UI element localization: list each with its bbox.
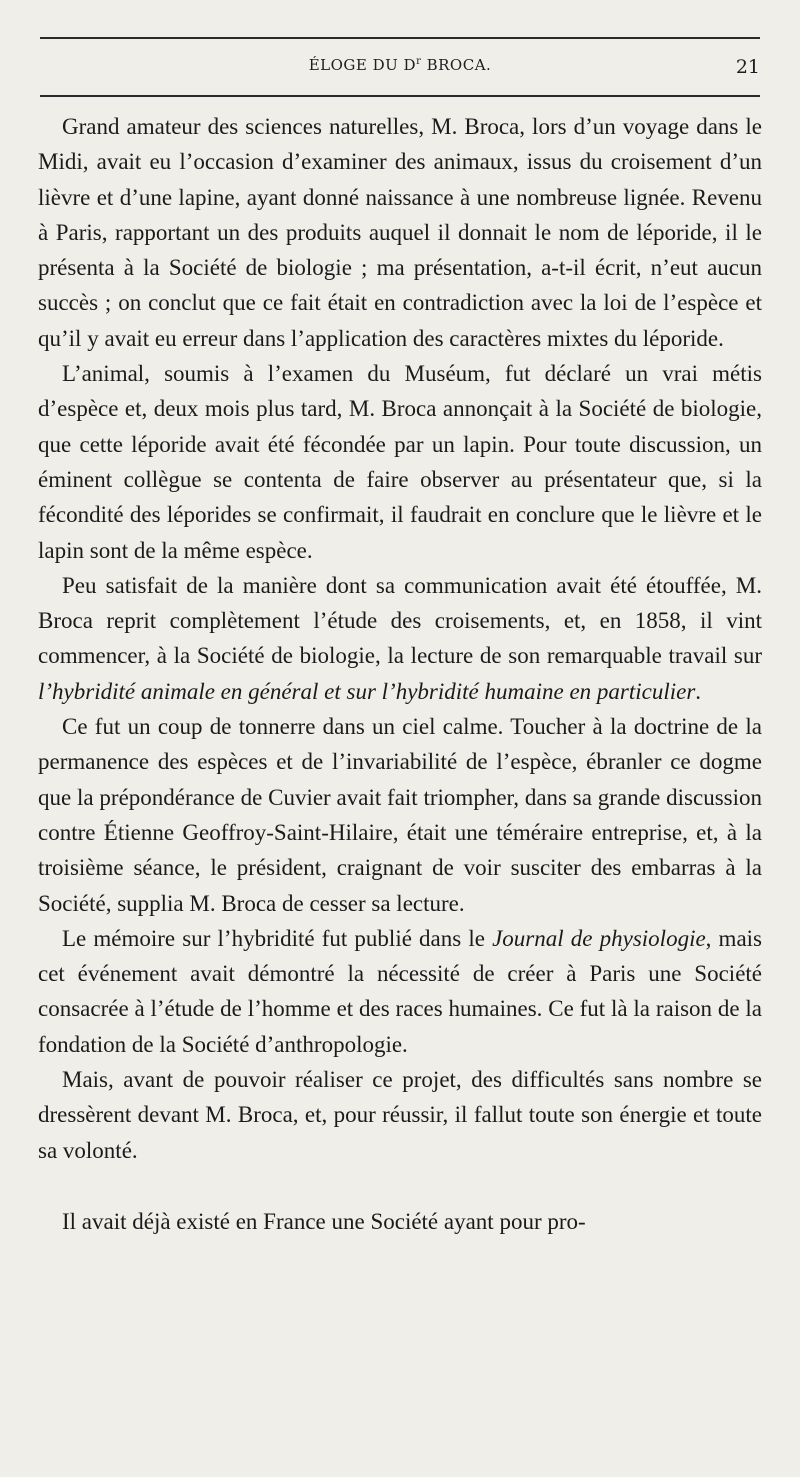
header-rule-bottom xyxy=(40,95,760,97)
paragraph-2: L’animal, soumis à l’examen du Muséum, fut déclaré un vrai métis d’espèce et, deux mois plus tard, M. Broca annonçait à la Société de biologie, que cette léporide avait été fécondée par un lapin. Pour toute discussion, un éminent collègue se contenta de faire observer au présentateur que, si la fécondité des léporides se confirmait, il faudrait en conclure que le lièvre et le lapin sont de la même espèce. xyxy=(38,361,762,563)
page-number: 21 xyxy=(735,56,760,78)
paragraph-6: Mais, avant de pouvoir réaliser ce projet, des difficultés sans nombre se dressèrent devant M. Broca, et, pour réussir, il fallut toute son énergie et toute sa volonté. xyxy=(38,1067,762,1163)
paragraph-5-end: , mais cet événement avait démontré la nécessité de créer à Paris une Société consacrée à l’étude de l’homme et des races humaines. Ce fut là la raison de la fondation de la Société d’anthropologie. xyxy=(38,925,762,1057)
body-text xyxy=(38,109,762,1239)
paragraph-5-text: Le mémoire sur l’hybridité fut publié dans le xyxy=(62,925,493,951)
paragraph-5 xyxy=(38,921,762,1062)
running-title-part2: BROCA. xyxy=(421,56,492,74)
running-title-sup: r xyxy=(416,56,422,67)
paragraph-3 xyxy=(38,568,762,709)
paragraph-3-text: Peu satisfait de la manière dont sa communication avait été étouffée, M. Broca reprit complètement l’étude des croisements, et, en 1858, il vint commencer, à la Société de biologie, la lecture de son remarquable travail sur xyxy=(38,572,762,669)
paragraph-1: Grand amateur des sciences naturelles, M. Broca, lors d’un voyage dans le Midi, avait eu l’occasion d’examiner des animaux, issus du croisement d’un lièvre et d’une lapine, ayant donné naissance à une nombreuse lignée. Revenu à Paris, rapportant un des produits auquel il donnait le nom de léporide, il le présenta à la Société de biologie ; ma présentation, a-t-il écrit, n’eut aucun succès ; on conclut que ce fait était en contradiction avec la loi de l’espèce et qu’il y avait eu erreur dans l’application des caractères mixtes du léporide. xyxy=(38,114,762,351)
paragraph-5-italic-journal: Journal de physiologie xyxy=(492,925,706,951)
running-head xyxy=(40,56,760,82)
paragraph-7: Il avait déjà existé en France une Société ayant pour pro- xyxy=(62,1208,586,1234)
running-title xyxy=(40,56,760,74)
paragraph-3-end: . xyxy=(695,678,702,704)
running-title-part1: ÉLOGE DU D xyxy=(308,56,417,74)
paragraph-4: Ce fut un coup de tonnerre dans un ciel calme. Toucher à la doctrine de la permanence des espèces et de l’invariabilité de l’espèce, ébranler ce dogme que la prépondérance de Cuvier avait fait triompher, dans sa grande discussion contre Étienne Geoffroy-Saint-Hilaire, était une téméraire entreprise, et, à la troisième séance, le président, craignant de voir susciter des embarras à la Société, supplia M. Broca de cesser sa lecture. xyxy=(38,714,762,916)
header-rule-top xyxy=(40,37,760,39)
paragraph-3-italic-title: l’hybridité animale en général et sur l’hybridité humaine en particulier xyxy=(38,678,696,704)
